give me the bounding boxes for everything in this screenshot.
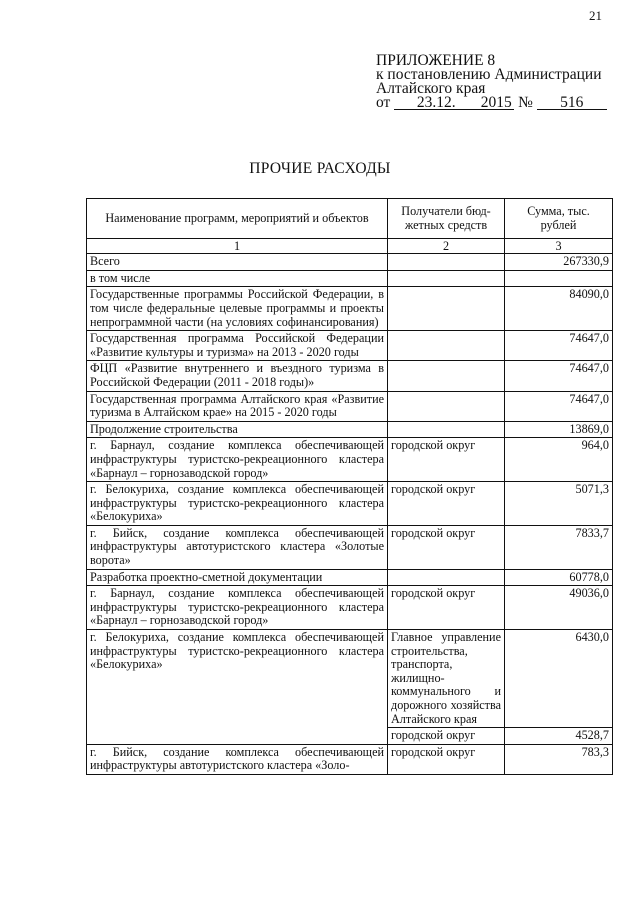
row-recipient: городской округ bbox=[388, 728, 505, 745]
table-row bbox=[87, 254, 613, 271]
row-name: г. Бийск, создание комплекса обеспечивающей инфраструктуры автотуристского кластера «Золо- bbox=[87, 744, 388, 774]
from-label: от bbox=[376, 94, 391, 111]
appendix-line-2: Алтайского края bbox=[376, 80, 486, 97]
header-sum: Сумма, тыс. рублей bbox=[505, 199, 613, 239]
row-recipient bbox=[388, 569, 505, 586]
page-number: 21 bbox=[589, 8, 602, 23]
index-1: 1 bbox=[87, 239, 388, 254]
table-row bbox=[87, 744, 613, 774]
row-sum: 7833,7 bbox=[505, 525, 613, 569]
appendix-title: ПРИЛОЖЕНИЕ 8 bbox=[376, 52, 496, 69]
table-row bbox=[87, 421, 613, 438]
row-recipient: городской округ bbox=[388, 525, 505, 569]
table-row bbox=[87, 630, 613, 728]
row-name: Всего bbox=[87, 254, 388, 271]
row-name: Государственные программы Российской Федерации, в том числе федеральные целевые программы и проекты непрограммной части (на условиях софинансирования) bbox=[87, 287, 388, 331]
row-name: г. Бийск, создание комплекса обеспечивающей инфраструктуры автотуристского кластера «Золотые ворота» bbox=[87, 525, 388, 569]
appendix-header bbox=[376, 54, 616, 110]
table-row bbox=[87, 391, 613, 421]
row-recipient bbox=[388, 287, 505, 331]
appendix-date-line bbox=[376, 96, 616, 110]
document-title: ПРОЧИЕ РАСХОДЫ bbox=[249, 160, 391, 177]
row-recipient bbox=[388, 391, 505, 421]
header-name: Наименование программ, мероприятий и объектов bbox=[87, 199, 388, 239]
row-sum: 783,3 bbox=[505, 744, 613, 774]
table-row bbox=[87, 438, 613, 482]
row-recipient: городской округ bbox=[388, 586, 505, 630]
decree-year: 2015 bbox=[478, 96, 514, 110]
row-name: Государственная программа Российской Федерации «Развитие культуры и туризма» на 2013 - 2020 годы bbox=[87, 331, 388, 361]
row-recipient bbox=[388, 331, 505, 361]
table-row bbox=[87, 586, 613, 630]
decree-number: 516 bbox=[537, 96, 607, 110]
row-recipient bbox=[388, 254, 505, 271]
table-row bbox=[87, 270, 613, 287]
table-row bbox=[87, 569, 613, 586]
row-name: Продолжение строительства bbox=[87, 421, 388, 438]
table-row bbox=[87, 482, 613, 526]
row-recipient bbox=[388, 361, 505, 391]
row-name: Государственная программа Алтайского края «Развитие туризма в Алтайском крае» на 2015 - 2020 годы bbox=[87, 391, 388, 421]
row-recipient: Главное управление строительства, транспорта, жилищно-коммунального и дорожного хозяйства Алтайского края bbox=[388, 630, 505, 728]
row-recipient: городской округ bbox=[388, 482, 505, 526]
row-name: г. Барнаул, создание комплекса обеспечивающей инфраструктуры туристско-рекреационного кластера «Барнаул – горнозаводской город» bbox=[87, 438, 388, 482]
row-sum: 74647,0 bbox=[505, 331, 613, 361]
expenses-table bbox=[86, 198, 613, 775]
row-recipient: городской округ bbox=[388, 438, 505, 482]
row-sum: 267330,9 bbox=[505, 254, 613, 271]
row-sum: 964,0 bbox=[505, 438, 613, 482]
table-index-row bbox=[87, 239, 613, 254]
index-3: 3 bbox=[505, 239, 613, 254]
decree-date: 23.12. bbox=[394, 96, 478, 110]
row-name: г. Барнаул, создание комплекса обеспечивающей инфраструктуры туристско-рекреационного кластера «Барнаул – горнозаводской город» bbox=[87, 586, 388, 630]
row-sum: 84090,0 bbox=[505, 287, 613, 331]
row-sum: 49036,0 bbox=[505, 586, 613, 630]
row-recipient: городской округ bbox=[388, 744, 505, 774]
appendix-line-1: к постановлению Администрации bbox=[376, 66, 602, 83]
table-row bbox=[87, 525, 613, 569]
row-sum: 74647,0 bbox=[505, 391, 613, 421]
row-sum: 6430,0 bbox=[505, 630, 613, 728]
row-name: ФЦП «Развитие внутреннего и въездного туризма в Российской Федерации (2011 - 2018 годы)» bbox=[87, 361, 388, 391]
table-header-row bbox=[87, 199, 613, 239]
row-name: Разработка проектно-сметной документации bbox=[87, 569, 388, 586]
row-name: г. Белокуриха, создание комплекса обеспечивающей инфраструктуры туристско-рекреационного кластера «Белокуриха» bbox=[87, 482, 388, 526]
row-sum: 4528,7 bbox=[505, 728, 613, 745]
table-body bbox=[87, 254, 613, 775]
row-recipient bbox=[388, 270, 505, 287]
index-2: 2 bbox=[388, 239, 505, 254]
row-name: в том числе bbox=[87, 270, 388, 287]
row-recipient bbox=[388, 421, 505, 438]
row-sum: 60778,0 bbox=[505, 569, 613, 586]
table-row bbox=[87, 331, 613, 361]
row-sum bbox=[505, 270, 613, 287]
row-name: г. Белокуриха, создание комплекса обеспечивающей инфраструктуры туристско-рекреационного кластера «Белокуриха» bbox=[87, 630, 388, 745]
number-label: № bbox=[518, 94, 533, 111]
table-row bbox=[87, 361, 613, 391]
row-sum: 74647,0 bbox=[505, 361, 613, 391]
row-sum: 13869,0 bbox=[505, 421, 613, 438]
row-sum: 5071,3 bbox=[505, 482, 613, 526]
table-row bbox=[87, 287, 613, 331]
header-recipients: Получатели бюд-жетных средств bbox=[388, 199, 505, 239]
